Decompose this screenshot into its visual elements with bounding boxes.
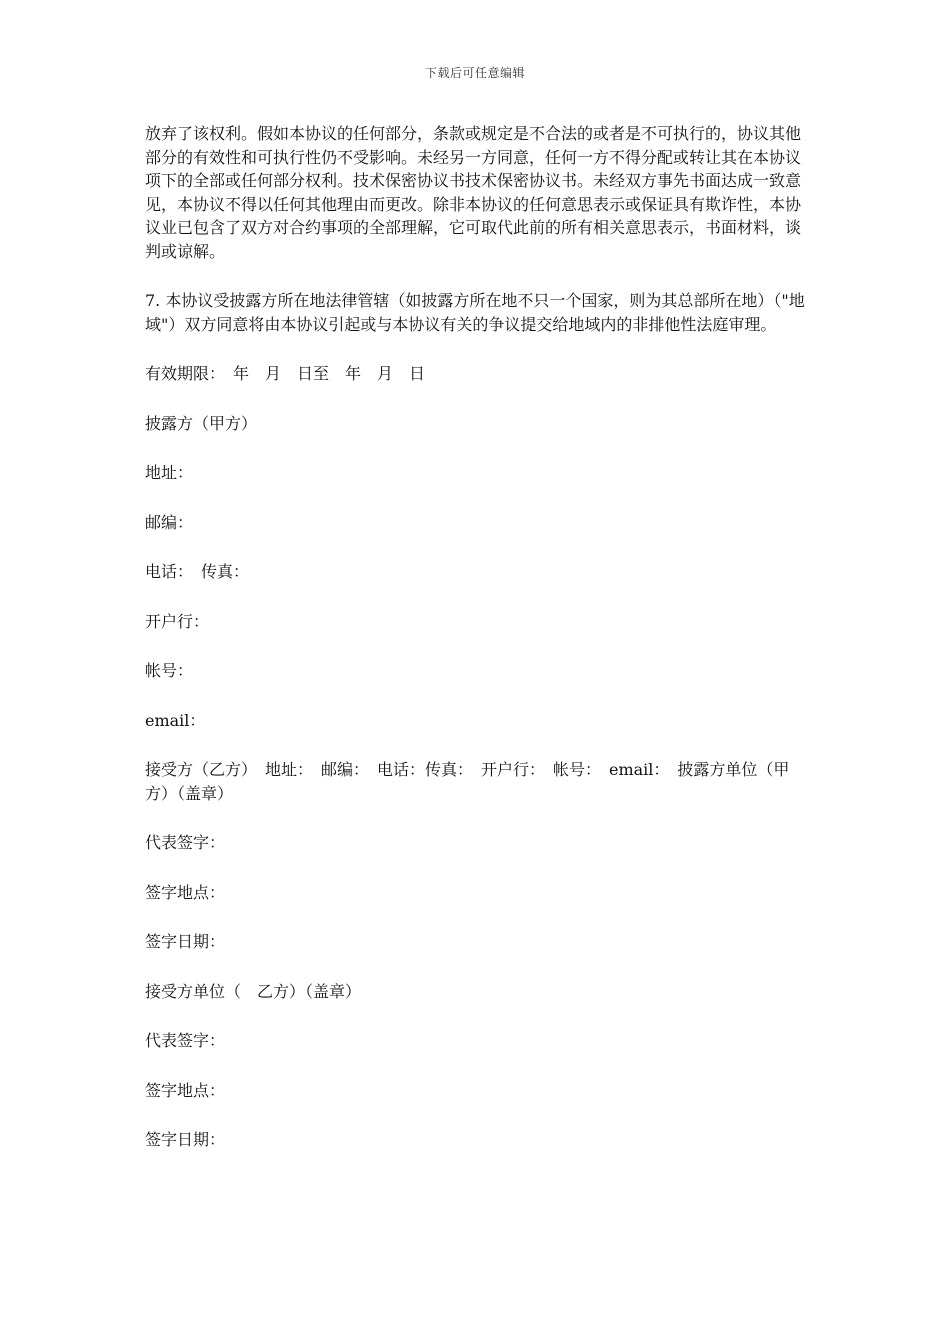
recipient-party-details: 接受方（乙方） 地址： 邮编： 电话：传真： 开户行： 帐号： email： 披露方单位（甲方）（盖章）	[145, 760, 790, 803]
recipient-signing-place: 签字地点：	[145, 1080, 226, 1100]
discloser-address: 地址：	[145, 463, 194, 482]
discloser-signing-place: 签字地点：	[145, 882, 226, 902]
discloser-phone-fax: 电话： 传真：	[145, 562, 250, 581]
paragraph-rights-clause: 放弃了该权利。假如本协议的任何部分，条款或规定是不合法的或者是不可执行的，协议其他部分的有效性和可执行性仍不受影响。未经另一方同意，任何一方不得分配或转让其在本协议项下的全部或任何部分权利。技术保密协议书技术保密协议书。未经双方事先书面达成一致意见，本协议不得以任何其他理由而更改。除非本协议的任何意思表示或保证具有欺诈性，本协议业已包含了双方对合约事项的全部理解，它可取代此前的所有相关意思表示，书面材料，谈判或谅解。	[145, 124, 802, 261]
paragraph-jurisdiction: 7. 本协议受披露方所在地法律管辖（如披露方所在地不只一个国家，则为其总部所在地）（"地域"）双方同意将由本协议引起或与本协议有关的争议提交给地域内的非排他性法庭审理。	[145, 291, 805, 334]
discloser-signing-date: 签字日期：	[145, 932, 226, 951]
discloser-email: email：	[145, 710, 206, 730]
validity-period: 有效期限： 年 月 日至 年 月 日	[145, 364, 426, 383]
discloser-representative-signature: 代表签字：	[145, 833, 226, 852]
recipient-representative-signature: 代表签字：	[145, 1031, 226, 1050]
recipient-unit-seal: 接受方单位（ 乙方）（盖章）	[145, 981, 362, 1001]
discloser-bank: 开户行：	[145, 611, 210, 631]
discloser-party-label: 披露方（甲方）	[145, 413, 258, 433]
discloser-account: 帐号：	[145, 661, 194, 680]
recipient-signing-date: 签字日期：	[145, 1130, 226, 1149]
discloser-postcode: 邮编：	[145, 512, 194, 532]
page-header-watermark: 下载后可任意编辑	[424, 66, 525, 80]
document-body	[145, 122, 805, 1178]
